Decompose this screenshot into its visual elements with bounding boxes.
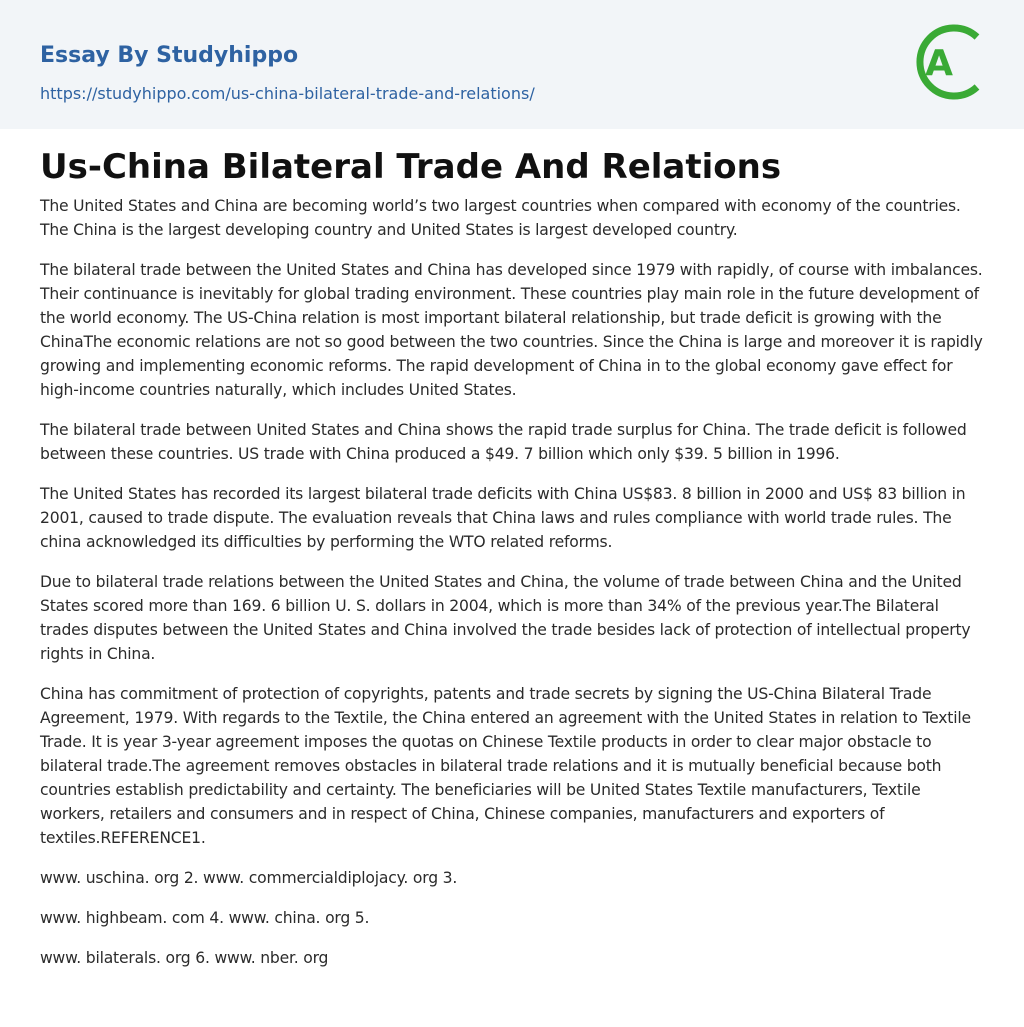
page-title: Us-China Bilateral Trade And Relations <box>40 147 782 187</box>
paragraph: The bilateral trade between United States and China shows the rapid trade surplus for China. The trade deficit is followed between these countries. US trade with China produced a $49. 7 billion which only $39. 5 billion in 1996. <box>40 421 967 463</box>
brand-title[interactable]: Essay By Studyhippo <box>40 43 299 68</box>
studyhippo-logo-icon[interactable] <box>911 19 987 105</box>
site-header <box>0 0 1024 129</box>
paragraph: The United States and China are becoming world’s two largest countries when compared with economy of the countries. The China is the largest developing country and United States is largest developed country. <box>40 197 961 239</box>
paragraph: Due to bilateral trade relations between the United States and China, the volume of trade between China and the United States scored more than 169. 6 billion U. S. dollars in 2004, which is more than 34% of the previous year.The Bilateral trades disputes between the United States and China involved the trade besides lack of protection of intellectual property rights in China. <box>40 573 971 663</box>
paragraph: China has commitment of protection of copyrights, patents and trade secrets by signing the US-China Bilateral Trade Agreement, 1979. With regards to the Textile, the China entered an agreement with the United States in relation to Textile Trade. It is year 3-year agreement imposes the quotas on Chinese Textile products in order to clear major obstacle to bilateral trade.The agreement removes obstacles in bilateral trade relations and it is mutually beneficial because both countries establish predictability and certainty. The beneficiaries will be United States Textile manufacturers, Textile workers, retailers and consumers and in respect of China, Chinese companies, manufacturers and exporters of textiles.REFERENCE1. <box>40 685 971 847</box>
article-body <box>40 194 984 986</box>
paragraph: The United States has recorded its largest bilateral trade deficits with China US$83. 8 billion in 2000 and US$ 83 billion in 2001, caused to trade dispute. The evaluation reveals that China laws and rules compliance with world trade rules. The china acknowledged its difficulties by performing the WTO related reforms. <box>40 485 966 551</box>
reference-line: www. bilaterals. org 6. www. nber. org <box>40 949 329 967</box>
reference-line: www. uschina. org 2. www. commercialdiplojacy. org 3. <box>40 869 458 887</box>
reference-line: www. highbeam. com 4. www. china. org 5. <box>40 909 370 927</box>
logo-letter: A <box>925 43 953 84</box>
paragraph: The bilateral trade between the United States and China has developed since 1979 with rapidly, of course with imbalances. Their continuance is inevitably for global trading environment. These countries play main role in the future development of the world economy. The US-China relation is most important bilateral relationship, but trade deficit is growing with the ChinaThe economic relations are not so good between the two countries. Since the China is large and moreover it is rapidly growing and implementing economic reforms. The rapid development of China in to the global economy gave effect for high-income countries naturally, which includes United States. <box>40 261 983 399</box>
page-url-link[interactable]: https://studyhippo.com/us-china-bilateral-trade-and-relations/ <box>40 84 535 103</box>
